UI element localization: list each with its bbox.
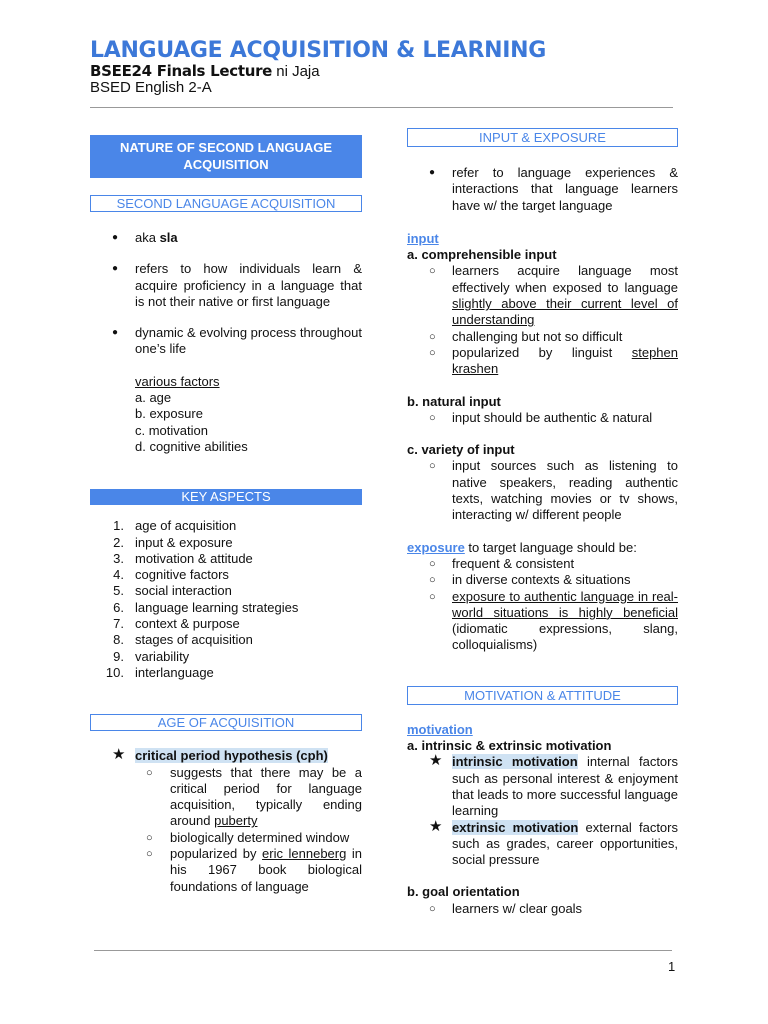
star-icon: ★ [112, 746, 126, 764]
list-item: 1. age of acquisition [113, 518, 237, 534]
sla-header: SECOND LANGUAGE ACQUISITION [90, 195, 362, 212]
list-item: ○ biologically determined window [90, 830, 362, 846]
exposure-line: exposure to target language should be: [407, 539, 637, 555]
extrinsic-item: ★ extrinsic motivation external factors such as grades, career opportunities, social pressure [429, 817, 678, 868]
list-item: ○ exposure to authentic language in real-world situations is highly beneficial (idiomatic expressions, slang, colloquialisms) [407, 589, 678, 654]
left-column [90, 135, 362, 895]
intrinsic-extrinsic-title: a. intrinsic & extrinsic motivation [407, 738, 612, 754]
list-item: 3. motivation & attitude [113, 550, 253, 566]
exposure-label: exposure [407, 539, 465, 555]
motivation-attitude-header: MOTIVATION & ATTITUDE [407, 686, 678, 705]
footer-divider [94, 950, 672, 951]
variety-input-title: c. variety of input [407, 442, 515, 458]
exposure-list [407, 556, 678, 654]
star-icon: ★ [429, 817, 443, 835]
page-number: 1 [668, 959, 676, 974]
list-item: ○ challenging but not so difficult [407, 329, 678, 345]
natural-input-title: b. natural input [407, 393, 501, 409]
list-item: 5. social interaction [113, 583, 232, 599]
motivation-label: motivation [407, 721, 473, 737]
list-item: ○ learners w/ clear goals [407, 901, 678, 917]
factors-title: various factors [135, 373, 220, 389]
list-item: ● dynamic & evolving process throughout one’s life [90, 325, 362, 358]
list-item: 10. interlanguage [105, 664, 214, 680]
factors-block [90, 374, 362, 455]
list-item: ○ suggests that there may be a critical period for language acquisition, typically ending around puberty [90, 765, 362, 830]
class-line: BSED English 2-A [90, 79, 212, 96]
input-exposure-header: INPUT & EXPOSURE [407, 128, 678, 147]
factor-item: b. exposure [135, 406, 203, 422]
list-item: 8. stages of acquisition [113, 632, 253, 648]
comprehensible-input-title: a. comprehensible input [407, 247, 557, 263]
list-item: ● refers to how individuals learn & acquire proficiency in a language that is not their native or first language [90, 261, 362, 310]
factor-item: c. motivation [135, 422, 208, 438]
star-icon: ★ [429, 752, 443, 770]
section-title-box: NATURE OF SECOND LANGUAGE ACQUISITION [90, 135, 362, 178]
subtitle-bold: BSEE24 Finals Lecture [90, 62, 273, 80]
list-item: ● aka sla [90, 230, 362, 246]
cph-highlight: critical period hypothesis (cph) [135, 748, 328, 764]
key-aspects-list [90, 518, 362, 681]
intrinsic-item: ★ intrinsic motivation internal factors such as personal interest & enjoyment that leads to more successful language learning [429, 752, 678, 819]
cph-item [90, 748, 362, 764]
goal-orientation-list [407, 901, 678, 917]
factor-item: a. age [135, 390, 172, 406]
list-item: 7. context & purpose [113, 616, 240, 632]
list-item: 2. input & exposure [113, 534, 233, 550]
subtitle-rest: ni Jaja [272, 63, 320, 80]
list-item: ○ input sources such as listening to native speakers, reading authentic texts, watching movies or tv shows, interacting w/ different people [407, 458, 678, 523]
header-divider [90, 107, 673, 108]
right-column [407, 128, 678, 917]
list-item: 9. variability [113, 648, 190, 664]
list-item: ○ input should be authentic & natural [407, 410, 678, 426]
list-item: ○ in diverse contexts & situations [407, 572, 678, 588]
input-intro-list [407, 165, 678, 214]
input-label: input [407, 230, 439, 246]
list-item: ○ popularized by linguist stephen krashen [407, 345, 678, 378]
list-item: 6. language learning strategies [113, 599, 299, 615]
sla-bullets [90, 230, 362, 358]
list-item: ○ popularized by eric lenneberg in his 1967 book biological foundations of language [90, 846, 362, 895]
comprehensible-input-list [407, 263, 678, 377]
list-item: ○ learners acquire language most effectively when exposed to language slightly above their current level of understanding [407, 263, 678, 328]
list-item: 4. cognitive factors [113, 567, 229, 583]
age-of-acquisition-header: AGE OF ACQUISITION [90, 714, 362, 731]
variety-input-list [407, 458, 678, 523]
goal-orientation-title: b. goal orientation [407, 884, 520, 900]
natural-input-list [407, 410, 678, 426]
document-subtitle [90, 62, 320, 80]
factor-item: d. cognitive abilities [135, 438, 248, 454]
key-aspects-header: KEY ASPECTS [90, 489, 362, 505]
document-title: LANGUAGE ACQUISITION & LEARNING [90, 38, 547, 63]
list-item: ● refer to language experiences & interactions that language learners have w/ the target language [407, 165, 678, 214]
list-item: ○ frequent & consistent [407, 556, 678, 572]
cph-sublist [90, 765, 362, 895]
